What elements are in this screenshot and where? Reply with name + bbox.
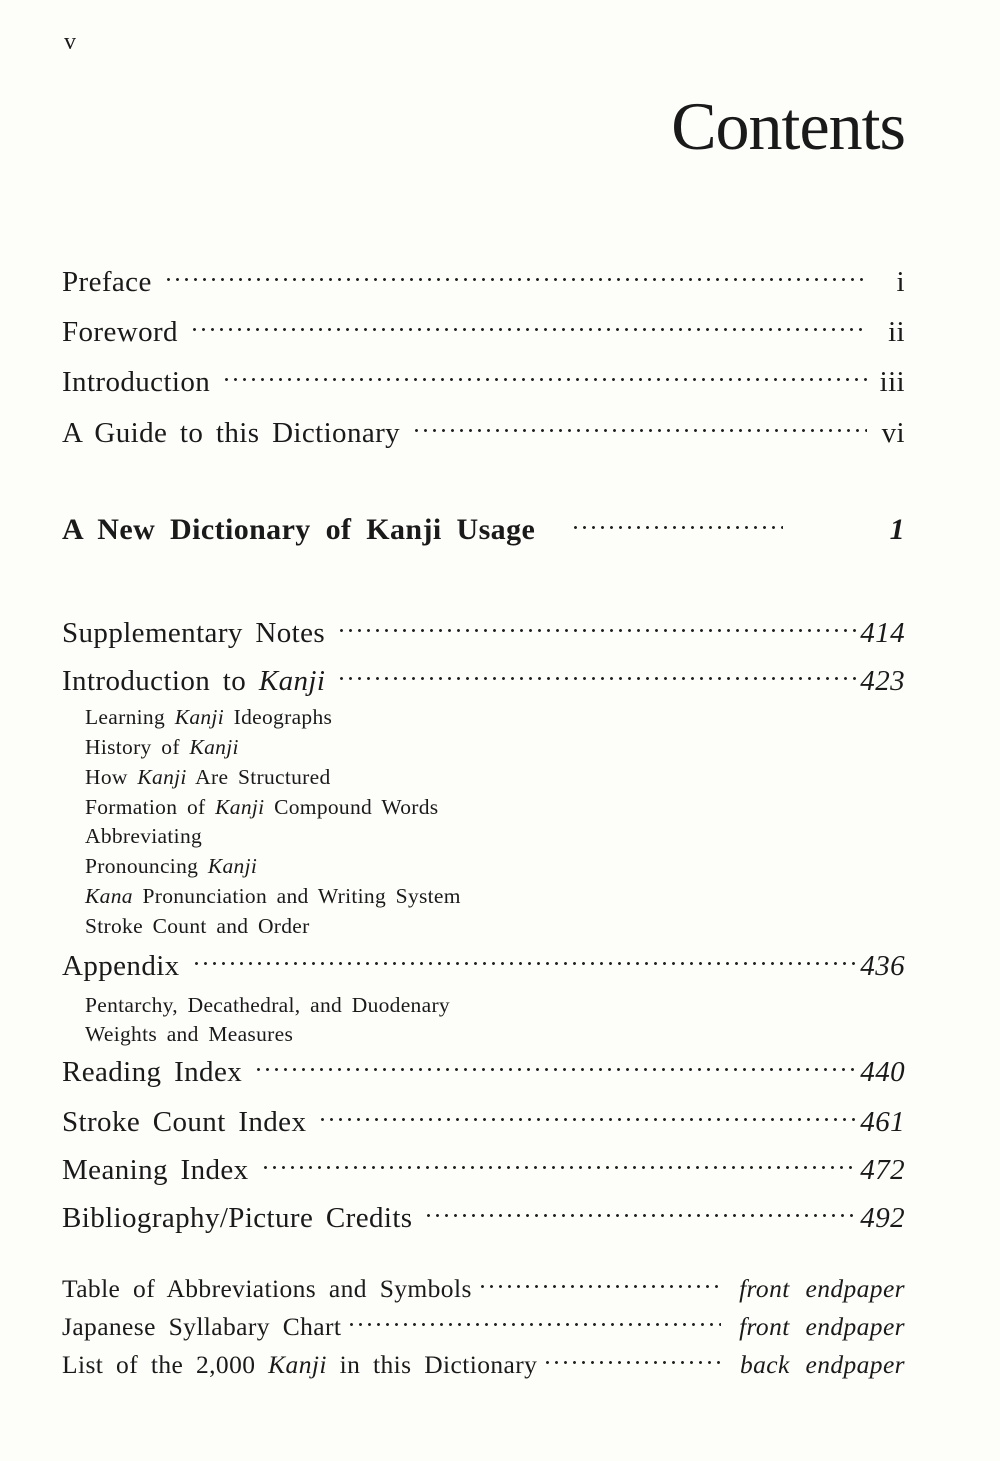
entry-label: Meaning Index <box>62 1154 249 1186</box>
toc-entry-bibliography <box>62 1198 905 1235</box>
entry-label: Japanese Syllabary Chart <box>62 1311 342 1341</box>
entry-label: Reading Index <box>62 1056 243 1088</box>
entry-label: Bibliography/Picture Credits <box>62 1202 413 1234</box>
dotted-leader <box>261 1150 857 1179</box>
toc-subentry-weights-measures: Weights and Measures <box>85 1022 294 1046</box>
toc-entry-preface <box>62 262 905 299</box>
toc-entry-guide <box>62 413 905 450</box>
dotted-leader <box>424 1198 856 1227</box>
toc-entry-stroke-count-index <box>62 1102 905 1139</box>
entry-page: 492 <box>860 1202 905 1234</box>
entry-page: 461 <box>860 1106 905 1138</box>
toc-entry-appendix <box>62 946 905 983</box>
entry-page: 440 <box>860 1056 905 1088</box>
entry-page: 414 <box>860 617 905 649</box>
entry-label: Introduction to Kanji <box>62 665 326 697</box>
toc-entry-reading-index <box>62 1052 905 1089</box>
toc-entry-meaning-index <box>62 1150 905 1187</box>
toc-entry-introduction <box>62 362 905 399</box>
entry-label: Preface <box>62 266 152 298</box>
dotted-leader <box>164 262 867 291</box>
dotted-leader <box>337 661 856 690</box>
entry-label: List of the 2,000 Kanji in this Dictionary <box>62 1349 538 1379</box>
toc-subentry-learning-kanji: Learning Kanji Ideographs <box>85 705 333 729</box>
dotted-leader <box>412 413 867 442</box>
contents-title: Contents <box>671 88 905 164</box>
dotted-leader <box>222 362 867 391</box>
toc-entry-syllabary-chart <box>62 1309 905 1341</box>
entry-label: Supplementary Notes <box>62 617 326 649</box>
entry-page: ii <box>888 316 905 348</box>
entry-page: iii <box>879 366 905 398</box>
toc-subentry-abbreviating: Abbreviating <box>85 824 203 848</box>
entry-page: 1 <box>889 513 905 546</box>
entry-label: Stroke Count Index <box>62 1106 307 1138</box>
entry-label: A New Dictionary of Kanji Usage <box>62 513 536 546</box>
toc-entry-main-dictionary <box>62 509 905 548</box>
entry-page: i <box>896 266 905 298</box>
dotted-leader <box>318 1102 856 1131</box>
dotted-leader <box>190 312 867 341</box>
toc-entry-kanji-list <box>62 1347 905 1379</box>
page-folio: v <box>64 29 76 55</box>
toc-subentry-stroke-count-order: Stroke Count and Order <box>85 914 310 938</box>
toc-subentry-history-of-kanji: History of Kanji <box>85 735 239 759</box>
toc-subentry-pentarchy: Pentarchy, Decathedral, and Duodenary <box>85 993 450 1017</box>
dotted-leader <box>543 1347 722 1373</box>
entry-page: front endpaper <box>739 1311 905 1341</box>
entry-page: 423 <box>860 665 905 697</box>
dotted-leader <box>478 1271 721 1297</box>
toc-entry-supplementary-notes <box>62 613 905 650</box>
entry-label: Appendix <box>62 950 180 982</box>
entry-page: front endpaper <box>739 1273 905 1303</box>
dotted-leader <box>347 1309 721 1335</box>
toc-subentry-how-kanji-structured: How Kanji Are Structured <box>85 765 331 789</box>
entry-label: Introduction <box>62 366 211 398</box>
toc-subentry-pronouncing-kanji: Pronouncing Kanji <box>85 854 258 878</box>
entry-page: 436 <box>860 950 905 982</box>
dotted-leader <box>337 613 856 642</box>
entry-page: vi <box>881 417 905 449</box>
dotted-leader <box>571 509 783 539</box>
dotted-leader <box>192 946 857 975</box>
toc-subentry-formation-compound-words: Formation of Kanji Compound Words <box>85 795 439 819</box>
dotted-leader <box>254 1052 856 1081</box>
entry-label: Table of Abbreviations and Symbols <box>62 1273 472 1303</box>
entry-page: 472 <box>860 1154 905 1186</box>
toc-entry-abbreviations-table <box>62 1271 905 1303</box>
toc-entry-introduction-to-kanji <box>62 661 905 698</box>
toc-entry-foreword <box>62 312 905 349</box>
entry-label: Foreword <box>62 316 178 348</box>
toc-subentry-kana-pronunciation: Kana Pronunciation and Writing System <box>85 884 461 908</box>
entry-label: A Guide to this Dictionary <box>62 417 401 449</box>
entry-page: back endpaper <box>739 1349 905 1379</box>
